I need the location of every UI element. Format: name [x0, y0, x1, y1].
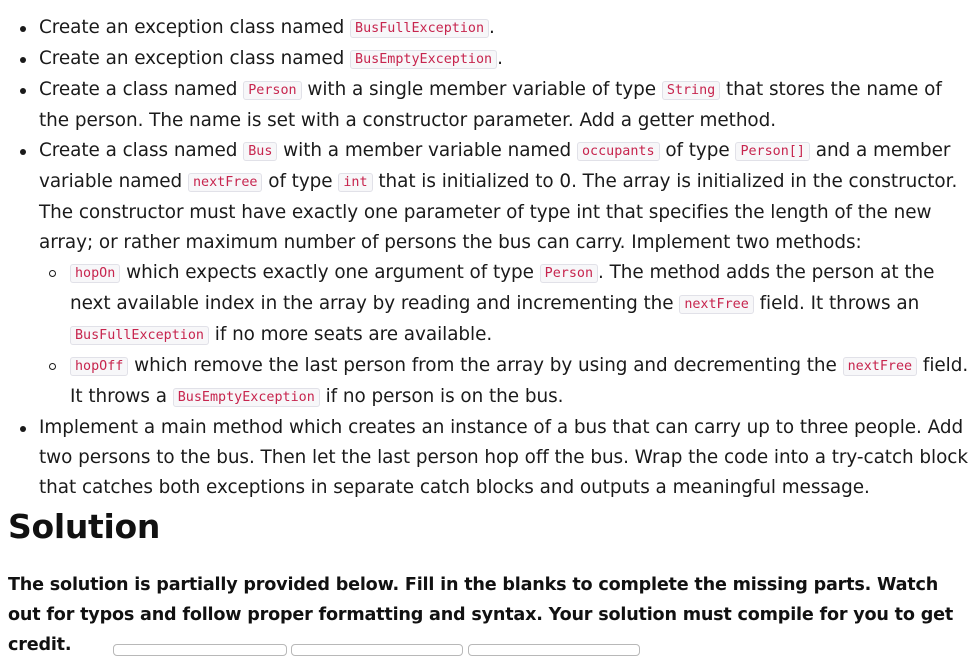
code-blank-input[interactable]	[468, 644, 640, 656]
item-text: which expects exactly one argument of type	[120, 262, 540, 283]
code-blank-input[interactable]	[113, 644, 287, 656]
list-item	[0, 13, 975, 44]
requirements-list	[0, 13, 975, 503]
inline-code: occupants	[577, 142, 660, 161]
item-text: field. It throws an	[753, 293, 920, 314]
item-text: of type	[659, 140, 736, 161]
inline-code: hopOn	[70, 264, 120, 283]
solution-heading: Solution	[8, 507, 161, 546]
item-text: if no person is on the bus.	[319, 386, 564, 407]
item-text: .	[497, 48, 503, 69]
item-text: .	[489, 17, 495, 38]
inline-code: nextFree	[679, 295, 754, 314]
item-text: with a member variable named	[277, 140, 577, 161]
item-text: and a member variable named	[39, 140, 951, 192]
code-blanks-row	[0, 643, 979, 647]
inline-code: BusEmptyException	[350, 50, 497, 69]
item-text: with a single member variable of type	[301, 79, 662, 100]
inline-code: int	[338, 173, 372, 192]
inline-code: nextFree	[188, 173, 263, 192]
inline-code: Person	[540, 264, 598, 283]
item-text: Create a class named	[39, 79, 244, 100]
item-text: . The method adds the person at the next available index in the array by reading and incrementing the	[70, 262, 935, 314]
list-item	[0, 136, 975, 413]
item-text: Create an exception class named	[39, 48, 351, 69]
inline-code: nextFree	[843, 357, 918, 376]
inline-code: BusFullException	[350, 19, 489, 38]
item-text: Implement a main method which creates an instance of a bus that can carry up to three people. Add two persons to the bus. Then let the last person hop off the bus. Wrap the code into a try-catch block that catches both exceptions in separate catch blocks and outputs a meaningful message.	[39, 417, 968, 498]
methods-sublist	[39, 258, 975, 413]
item-text: Create an exception class named	[39, 17, 351, 38]
item-text: field. It throws a	[70, 355, 969, 407]
list-item	[0, 44, 975, 75]
inline-code: Person	[243, 81, 301, 100]
inline-code: String	[662, 81, 720, 100]
item-text: if no more seats are available.	[209, 324, 493, 345]
item-text: of type	[262, 171, 339, 192]
sub-list-item	[39, 258, 975, 351]
list-item	[0, 75, 975, 136]
item-text: that stores the name of the person. The name is set with a constructor parameter. Add a getter method.	[39, 79, 942, 131]
inline-code: BusEmptyException	[173, 388, 320, 407]
sub-list-item	[39, 351, 975, 413]
inline-code: hopOff	[70, 357, 128, 376]
code-blank-input[interactable]	[291, 644, 463, 656]
item-text: which remove the last person from the array by using and decrementing the	[128, 355, 843, 376]
solution-instructions: The solution is partially provided below. Fill in the blanks to complete the missing parts. Watch out for typos and follow proper formatting and syntax. Your solution must compile for you to get credit.	[8, 575, 954, 655]
inline-code: Bus	[243, 142, 277, 161]
inline-code: Person[]	[735, 142, 810, 161]
list-item	[0, 413, 975, 503]
item-text: that is initialized to 0. The array is initialized in the constructor. The constructor must have exactly one parameter of type int that specifies the length of the new array; or rather maximum number of persons the bus can carry. Implement two methods:	[39, 171, 958, 253]
item-text: Create a class named	[39, 140, 244, 161]
inline-code: BusFullException	[70, 326, 209, 345]
